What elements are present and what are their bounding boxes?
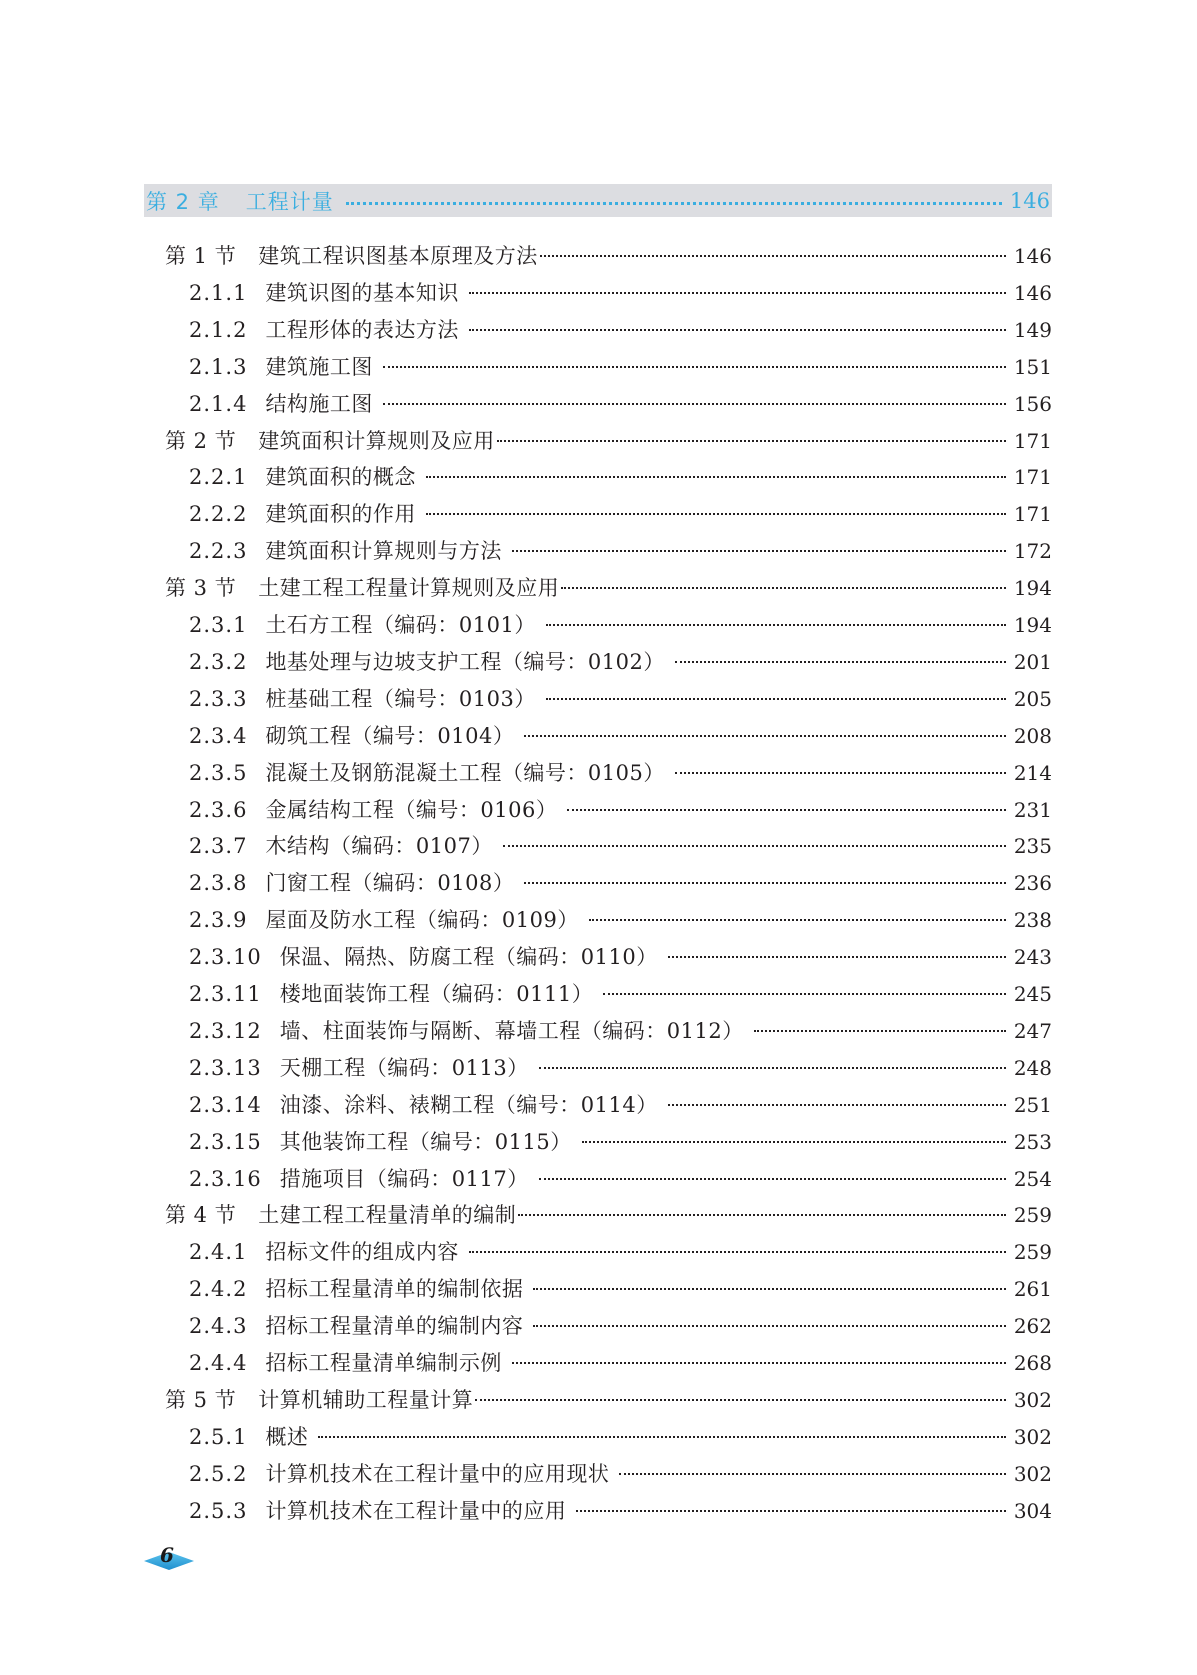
toc-entry-page: 231 bbox=[1013, 797, 1052, 822]
toc-entry-page: 146 bbox=[1013, 244, 1052, 268]
toc-subsection-row[interactable] bbox=[189, 1421, 1052, 1458]
toc-entry-page: 208 bbox=[1013, 723, 1052, 748]
toc-subsection-row[interactable] bbox=[189, 646, 1052, 683]
toc-entry-page: 304 bbox=[1013, 1498, 1052, 1523]
toc-leader-dots bbox=[503, 845, 1006, 847]
toc-leader-dots bbox=[603, 993, 1006, 995]
toc-leader-dots bbox=[524, 882, 1005, 884]
toc-section-row[interactable] bbox=[165, 1199, 1052, 1236]
toc-entry-title: 工程形体的表达方法 bbox=[265, 317, 459, 342]
toc-entry-page: 259 bbox=[1013, 1203, 1052, 1228]
toc-entry-page: 151 bbox=[1013, 354, 1052, 379]
toc-entry-number: 2.4.2 bbox=[189, 1277, 248, 1302]
toc-entry-title: 天棚工程（编码：0113） bbox=[279, 1055, 529, 1080]
toc-subsection-row[interactable] bbox=[189, 1052, 1052, 1089]
toc-leader-dots bbox=[426, 513, 1006, 515]
toc-leader-dots bbox=[567, 809, 1005, 811]
toc-leader-dots bbox=[318, 1436, 1005, 1438]
toc-leader-dots bbox=[539, 1067, 1006, 1069]
toc-entry-page: 146 bbox=[1013, 280, 1052, 305]
toc-entry-title: 建筑面积的作用 bbox=[265, 502, 416, 527]
toc-entry-page: 268 bbox=[1013, 1351, 1052, 1375]
toc-entry-page: 194 bbox=[1013, 613, 1052, 637]
toc-entry-title: 墙、柱面装饰与隔断、幕墙工程（编码：0112） bbox=[279, 1018, 744, 1043]
toc-entry-title: 建筑面积的概念 bbox=[265, 465, 416, 490]
toc-entry-title: 屋面及防水工程（编码：0109） bbox=[265, 908, 579, 933]
toc-leader-dots bbox=[675, 772, 1006, 774]
toc-entry-number: 2.3.2 bbox=[189, 649, 248, 674]
toc-entry-page: 149 bbox=[1013, 317, 1052, 342]
toc-entry-page: 156 bbox=[1013, 391, 1052, 416]
toc-subsection-row[interactable] bbox=[189, 351, 1052, 388]
toc-leader-dots bbox=[524, 735, 1005, 737]
toc-entry-number: 2.3.11 bbox=[189, 982, 262, 1006]
toc-entry-number: 2.3.15 bbox=[189, 1129, 262, 1154]
toc-entry-title: 砌筑工程（编号：0104） bbox=[265, 723, 515, 748]
toc-leader-dots bbox=[475, 1399, 1006, 1401]
toc-subsection-row[interactable] bbox=[189, 1126, 1052, 1163]
toc-subsection-row[interactable] bbox=[189, 277, 1052, 314]
toc-leader-dots bbox=[518, 1214, 1006, 1216]
toc-entry-page: 261 bbox=[1013, 1277, 1052, 1302]
toc-entry-page: 205 bbox=[1013, 686, 1052, 711]
toc-entry-page: 247 bbox=[1013, 1018, 1052, 1043]
toc-entry-title: 地基处理与边坡支护工程（编号：0102） bbox=[265, 649, 665, 674]
toc-leader-dots bbox=[512, 1362, 1006, 1364]
toc-entry-title: 门窗工程（编码：0108） bbox=[265, 871, 515, 896]
chapter-leader-dots bbox=[346, 202, 1002, 205]
toc-entry-page: 262 bbox=[1013, 1314, 1052, 1339]
toc-entry-title: 计算机辅助工程量计算 bbox=[258, 1387, 474, 1412]
toc-entry-page: 172 bbox=[1013, 539, 1052, 564]
toc-subsection-row[interactable] bbox=[189, 1089, 1052, 1126]
toc-section-row[interactable] bbox=[165, 240, 1052, 277]
toc-subsection-row[interactable] bbox=[189, 609, 1052, 646]
toc-leader-dots bbox=[589, 919, 1006, 921]
chapter-title: 工程计量 bbox=[245, 189, 334, 214]
chapter-heading[interactable] bbox=[144, 184, 1052, 217]
toc-entry-number: 2.3.13 bbox=[189, 1055, 262, 1080]
toc-subsection-row[interactable] bbox=[189, 1458, 1052, 1495]
toc-entry-title: 招标工程量清单的编制内容 bbox=[265, 1314, 524, 1339]
toc-entry-title: 建筑面积计算规则与方法 bbox=[265, 539, 502, 564]
toc-subsection-row[interactable] bbox=[189, 1310, 1052, 1347]
toc-entry-title: 楼地面装饰工程（编码：0111） bbox=[279, 982, 594, 1006]
toc-entry-number: 2.1.2 bbox=[189, 317, 248, 342]
toc-subsection-row[interactable] bbox=[189, 535, 1052, 572]
toc-leader-dots bbox=[582, 1141, 1006, 1143]
toc-entry-number: 2.3.9 bbox=[189, 908, 248, 933]
toc-entry-page: 171 bbox=[1013, 428, 1052, 453]
toc-entry-title: 招标文件的组成内容 bbox=[265, 1240, 459, 1265]
toc-entry-title: 结构施工图 bbox=[265, 391, 373, 416]
toc-entry-number: 2.5.2 bbox=[189, 1461, 248, 1486]
toc-entry-page: 214 bbox=[1013, 760, 1052, 785]
toc-entry-title: 土石方工程（编码：0101） bbox=[265, 613, 536, 637]
toc-entry-number: 第 1 节 bbox=[165, 244, 237, 268]
toc-entry-number: 2.3.3 bbox=[189, 686, 248, 711]
toc-subsection-row[interactable] bbox=[189, 867, 1052, 904]
toc-entry-page: 171 bbox=[1013, 465, 1052, 490]
toc-entry-page: 171 bbox=[1013, 502, 1052, 527]
toc-section-row[interactable] bbox=[165, 572, 1052, 609]
toc-entry-number: 2.4.3 bbox=[189, 1314, 248, 1339]
toc-entry-number: 第 2 节 bbox=[165, 428, 237, 453]
toc-entry-number: 2.2.2 bbox=[189, 502, 248, 527]
toc-leader-dots bbox=[512, 550, 1006, 552]
toc-leader-dots bbox=[561, 587, 1006, 589]
toc-entry-title: 其他装饰工程（编号：0115） bbox=[279, 1129, 572, 1154]
toc-entry-number: 2.5.1 bbox=[189, 1424, 248, 1449]
toc-subsection-row[interactable] bbox=[189, 1273, 1052, 1310]
toc-entry-number: 2.3.10 bbox=[189, 945, 262, 970]
toc-entry-title: 招标工程量清单编制示例 bbox=[265, 1351, 502, 1375]
toc-entry-number: 2.2.3 bbox=[189, 539, 248, 564]
toc-entry-title: 概述 bbox=[265, 1424, 309, 1449]
toc-entry-number: 2.3.5 bbox=[189, 760, 248, 785]
toc-entry-page: 302 bbox=[1013, 1387, 1052, 1412]
toc-leader-dots bbox=[668, 1104, 1006, 1106]
toc-leader-dots bbox=[533, 1288, 1005, 1290]
toc-leader-dots bbox=[426, 476, 1006, 478]
toc-leader-dots bbox=[383, 403, 1006, 405]
toc-subsection-row[interactable] bbox=[189, 941, 1052, 978]
toc-entry-title: 土建工程工程量计算规则及应用 bbox=[258, 576, 560, 601]
toc-leader-dots bbox=[497, 440, 1006, 442]
toc-entry-title: 桩基础工程（编号：0103） bbox=[265, 686, 536, 711]
toc-entry-title: 招标工程量清单的编制依据 bbox=[265, 1277, 524, 1302]
chapter-page-number: 146 bbox=[1009, 188, 1050, 213]
toc-entry-title: 措施项目（编码：0117） bbox=[279, 1166, 529, 1191]
toc-entry-page: 194 bbox=[1013, 576, 1052, 601]
toc-leader-dots bbox=[540, 255, 1006, 257]
toc-leader-dots bbox=[469, 292, 1006, 294]
toc-subsection-row[interactable] bbox=[189, 683, 1052, 720]
toc-entry-number: 2.3.8 bbox=[189, 871, 248, 896]
toc-entry-page: 251 bbox=[1013, 1092, 1052, 1117]
toc-subsection-row[interactable] bbox=[189, 1015, 1052, 1052]
toc-section-row[interactable] bbox=[165, 1384, 1052, 1421]
toc-subsection-row[interactable] bbox=[189, 1495, 1052, 1532]
toc-subsection-row[interactable] bbox=[189, 757, 1052, 794]
toc-entry-number: 2.5.3 bbox=[189, 1498, 248, 1523]
toc-entry-number: 2.3.7 bbox=[189, 834, 248, 859]
toc-entry-number: 2.3.6 bbox=[189, 797, 248, 822]
toc-entry-number: 2.3.1 bbox=[189, 613, 248, 637]
toc-entry-number: 第 3 节 bbox=[165, 576, 237, 601]
toc-subsection-row[interactable] bbox=[189, 720, 1052, 757]
toc-subsection-row[interactable] bbox=[189, 498, 1052, 535]
toc-leader-dots bbox=[546, 698, 1006, 700]
toc-subsection-row[interactable] bbox=[189, 1347, 1052, 1384]
toc-leader-dots bbox=[668, 956, 1006, 958]
toc-leader-dots bbox=[539, 1178, 1006, 1180]
toc-leader-dots bbox=[675, 661, 1006, 663]
toc-entry-number: 2.1.1 bbox=[189, 280, 248, 305]
toc-entry-number: 第 4 节 bbox=[165, 1203, 237, 1228]
toc-entry-number: 2.3.4 bbox=[189, 723, 248, 748]
page-number: 6 bbox=[160, 1543, 174, 1567]
toc-entry-title: 油漆、涂料、裱糊工程（编号：0114） bbox=[279, 1092, 658, 1117]
toc-entry-page: 254 bbox=[1013, 1166, 1052, 1191]
toc-entry-page: 245 bbox=[1013, 982, 1052, 1006]
toc-section-row[interactable] bbox=[165, 425, 1052, 462]
chapter-number: 第 2 章 bbox=[146, 189, 220, 214]
toc-entry-title: 土建工程工程量清单的编制 bbox=[258, 1203, 517, 1228]
toc-leader-dots bbox=[576, 1510, 1005, 1512]
toc-entry-title: 木结构（编码：0107） bbox=[265, 834, 493, 859]
toc-entry-number: 2.1.3 bbox=[189, 354, 248, 379]
toc-entry-number: 2.4.4 bbox=[189, 1351, 248, 1375]
toc-leader-dots bbox=[383, 366, 1006, 368]
toc-entry-title: 保温、隔热、防腐工程（编码：0110） bbox=[279, 945, 658, 970]
toc-entry-page: 302 bbox=[1013, 1461, 1052, 1486]
toc-leader-dots bbox=[469, 1251, 1006, 1253]
toc-entry-number: 2.3.12 bbox=[189, 1018, 262, 1043]
toc-subsection-row[interactable] bbox=[189, 1236, 1052, 1273]
toc-leader-dots bbox=[533, 1325, 1005, 1327]
toc-subsection-row[interactable] bbox=[189, 388, 1052, 425]
toc-entry-title: 建筑工程识图基本原理及方法 bbox=[258, 244, 538, 268]
toc-entry-page: 253 bbox=[1013, 1129, 1052, 1154]
page-number-badge bbox=[144, 1543, 194, 1572]
toc-entry-page: 238 bbox=[1013, 908, 1052, 933]
toc-entry-title: 建筑识图的基本知识 bbox=[265, 280, 459, 305]
toc-entry-number: 2.1.4 bbox=[189, 391, 248, 416]
toc-entry-title: 建筑施工图 bbox=[265, 354, 373, 379]
toc-leader-dots bbox=[754, 1030, 1006, 1032]
toc-subsection-row[interactable] bbox=[189, 461, 1052, 498]
toc-entry-page: 201 bbox=[1013, 649, 1052, 674]
toc-subsection-row[interactable] bbox=[189, 794, 1052, 831]
toc-entry-page: 235 bbox=[1013, 834, 1052, 859]
toc-entry-title: 建筑面积计算规则及应用 bbox=[258, 428, 495, 453]
toc-entry-number: 2.2.1 bbox=[189, 465, 248, 490]
toc-leader-dots bbox=[619, 1473, 1005, 1475]
toc-entry-page: 248 bbox=[1013, 1055, 1052, 1080]
toc-entry-number: 2.3.14 bbox=[189, 1092, 262, 1117]
toc-subsection-row[interactable] bbox=[189, 978, 1052, 1015]
toc-entry-title: 金属结构工程（编号：0106） bbox=[265, 797, 558, 822]
toc-subsection-row[interactable] bbox=[189, 830, 1052, 867]
toc-entry-page: 302 bbox=[1013, 1424, 1052, 1449]
toc-entry-title: 混凝土及钢筋混凝土工程（编号：0105） bbox=[265, 760, 665, 785]
toc-entry-title: 计算机技术在工程计量中的应用现状 bbox=[265, 1461, 610, 1486]
toc-entry-page: 236 bbox=[1013, 871, 1052, 896]
toc-leader-dots bbox=[546, 624, 1006, 626]
toc-entry-title: 计算机技术在工程计量中的应用 bbox=[265, 1498, 567, 1523]
toc-leader-dots bbox=[469, 329, 1006, 331]
toc-entry-number: 2.3.16 bbox=[189, 1166, 262, 1191]
toc-entry-number: 第 5 节 bbox=[165, 1387, 237, 1412]
toc-entry-page: 259 bbox=[1013, 1240, 1052, 1265]
toc-subsection-row[interactable] bbox=[189, 1163, 1052, 1200]
toc-subsection-row[interactable] bbox=[189, 904, 1052, 941]
toc-entry-number: 2.4.1 bbox=[189, 1240, 248, 1265]
toc-entry-page: 243 bbox=[1013, 945, 1052, 970]
toc-subsection-row[interactable] bbox=[189, 314, 1052, 351]
